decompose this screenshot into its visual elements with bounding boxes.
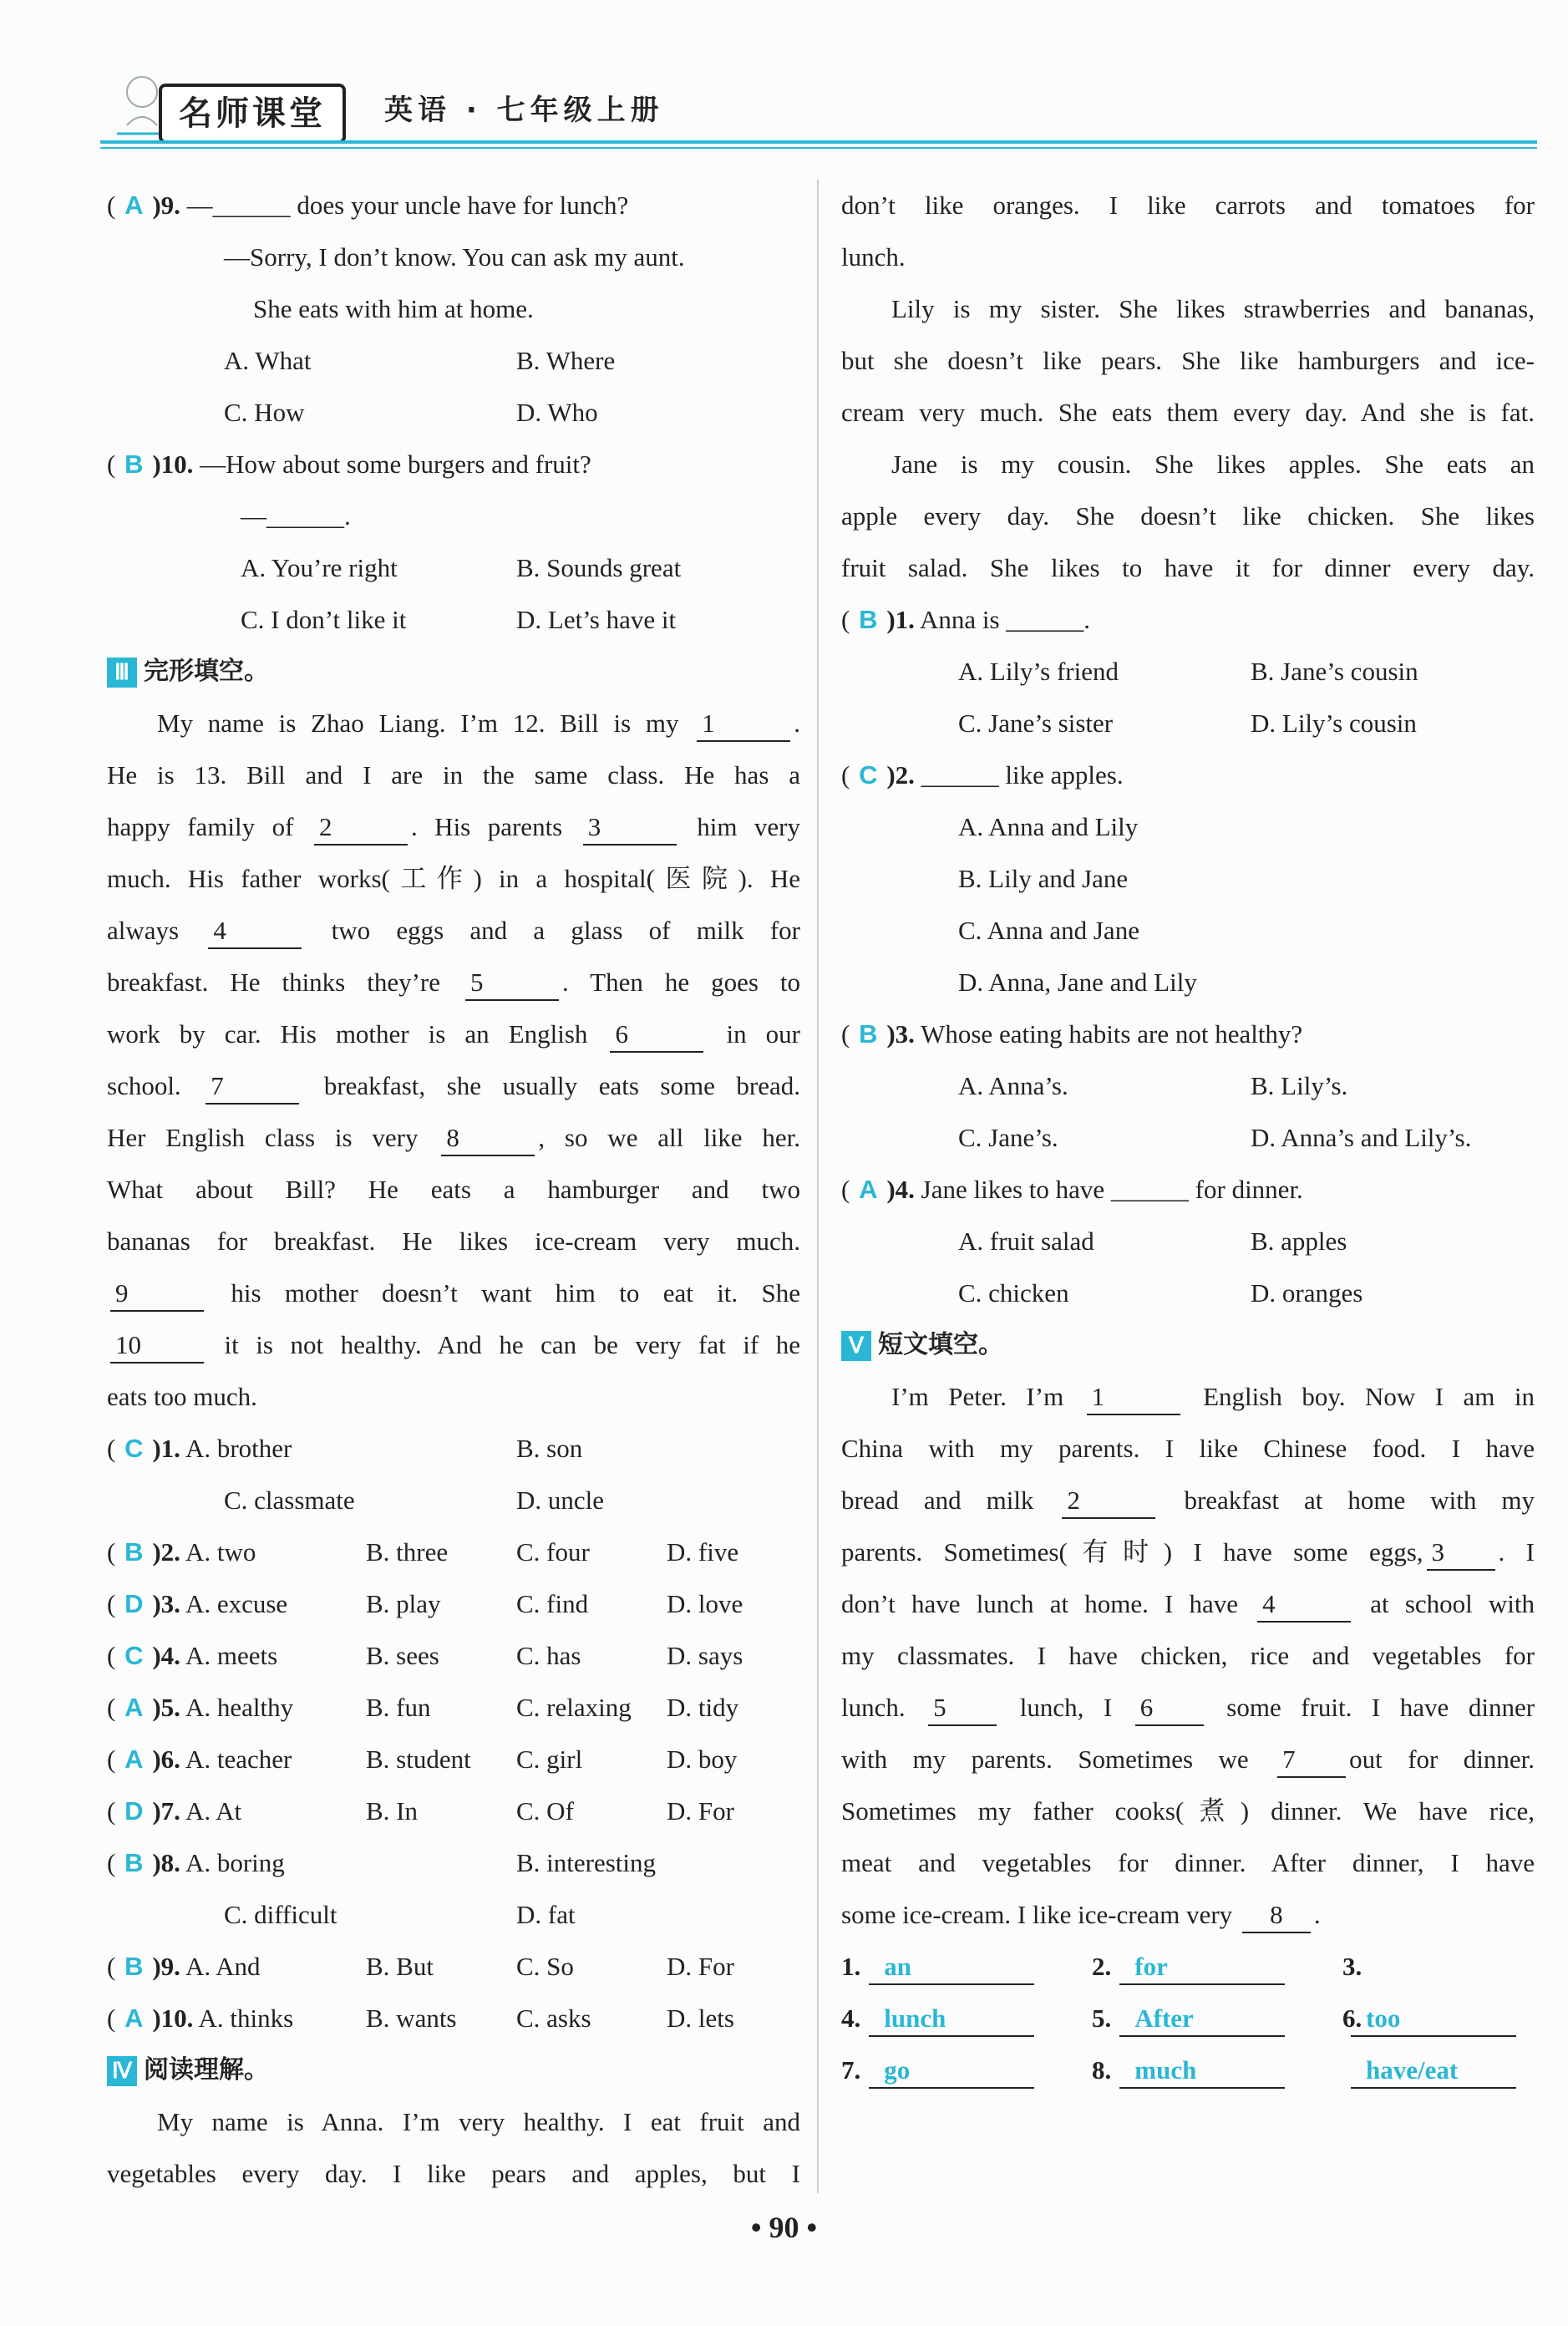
answer-mark: B (124, 449, 144, 479)
options-row: C. chicken D. oranges (958, 1278, 1363, 1308)
blank: 10 (110, 1328, 204, 1364)
option: A. Anna and Lily (958, 812, 1139, 841)
answer-mark: A (124, 2004, 144, 2033)
passage-line: work by car. His mother is an English 6 in our (107, 1008, 800, 1060)
passage-line: lunch. (841, 242, 906, 272)
answer-mark: A (859, 1175, 878, 1204)
blank: 7 (1277, 1743, 1346, 1778)
options-row: C. difficult D. fat (224, 1900, 576, 1929)
section-number: Ⅳ (107, 2056, 137, 2086)
passage-line: 10 it is not healthy. And he can be very fat if he (107, 1319, 800, 1371)
option: C. How (224, 398, 305, 427)
option: B. Sounds great (516, 553, 682, 582)
answer-blank: have/eat (1351, 2054, 1516, 2089)
blank: 4 (1257, 1587, 1351, 1623)
answer-blank: lunch (869, 2002, 1034, 2037)
answer-blank: much (1119, 2054, 1285, 2089)
section-title: 完形填空。 (144, 657, 269, 686)
passage-line: bread and milk 2 breakfast at home with my (841, 1475, 1535, 1526)
answer-blank: go (869, 2054, 1034, 2089)
option: C. Anna and Jane (958, 916, 1139, 945)
question-9: ( A )9. —______ does your uncle have for lunch? (107, 180, 800, 231)
dialogue-line: —Sorry, I don’t know. You can ask my aunt. (224, 242, 685, 272)
passage-line: meat and vegetables for dinner. After dinner, I have (841, 1848, 1535, 1877)
passage-line: always 4 two eggs and a glass of milk for (107, 905, 800, 957)
dialogue-line: —______. (241, 501, 351, 531)
section-number: Ⅲ (107, 658, 137, 688)
cloze-question-4: ( C )4. A. meets B. sees C. has D. says (107, 1630, 800, 1682)
reading-question-1: ( B )1. Anna is ______. (841, 594, 1535, 646)
options-row (107, 594, 800, 646)
cloze-question-2: ( B )2. A. two B. three C. four D. five (107, 1526, 800, 1578)
passage-line: cream very much. She eats them every day. And she is fat. (841, 398, 1535, 427)
options-row: C. Jane’s sister D. Lily’s cousin (958, 708, 1417, 738)
answer-mark: A (124, 190, 144, 220)
option: B. Where (516, 346, 616, 375)
blank: 6 (610, 1018, 703, 1053)
reading-question-2: ( C )2. ______ like apples. (841, 749, 1535, 801)
passage-line: My name is Zhao Liang. I’m 12. Bill is my 1 . (107, 698, 800, 749)
passage-line: happy family of 2 . His parents 3 him very (107, 801, 800, 853)
blank: 1 (697, 707, 790, 742)
section-title: 阅读理解。 (144, 2055, 269, 2085)
blank: 2 (1062, 1484, 1155, 1519)
passage-line: Lily is my sister. She likes strawberries and bananas, (891, 294, 1535, 323)
answer-mark: C (124, 1434, 144, 1463)
answer-mark: A (124, 1693, 144, 1722)
cloze-question-9: ( B )9. A. And B. But C. So D. For (107, 1941, 800, 1993)
passage-line: bananas for breakfast. He likes ice-cream very much. (107, 1226, 800, 1256)
question-10: ( B )10. —How about some burgers and fruit? (107, 439, 800, 490)
left-column (107, 180, 800, 2200)
passage-line: Her English class is very 8 , so we all like her. (107, 1112, 800, 1164)
passage-line: don’t have lunch at home. I have 4 at school with (841, 1578, 1535, 1630)
question-stem: —How about some burgers and fruit? (200, 449, 591, 479)
blank: 4 (208, 914, 302, 949)
answer-row: 4. lunch 5. After 6.have/eat (841, 1993, 1535, 2044)
option: A. You’re right (241, 553, 398, 582)
dialogue-line: She eats with him at home. (253, 294, 534, 323)
option: D. Anna, Jane and Lily (958, 967, 1197, 997)
option: D. Let’s have it (516, 605, 677, 634)
blank: 3 (1427, 1536, 1495, 1571)
passage-line: He is 13. Bill and I are in the same class. He has a (107, 760, 800, 790)
page-number: • 90 • (750, 2211, 818, 2244)
passage-line: don’t like oranges. I like carrots and tomatoes for (841, 190, 1535, 220)
passage-line: My name is Anna. I’m very healthy. I eat fruit and (157, 2107, 800, 2136)
reading-question-3: ( B )3. Whose eating habits are not healthy? (841, 1008, 1535, 1060)
cloze-question-7: ( D )7. A. At B. In C. Of D. For (107, 1785, 800, 1837)
blank: 1 (1087, 1380, 1180, 1415)
options-row: C. classmate D. uncle (224, 1485, 605, 1515)
answer-mark: C (859, 760, 878, 790)
question-stem: —______ does your uncle have for lunch? (186, 190, 629, 220)
blank: 2 (314, 810, 408, 846)
answer-row: 1. an 2. for 3.too (841, 1941, 1535, 1993)
options-row: C. Jane’s. D. Anna’s and Lily’s. (958, 1123, 1472, 1152)
answer-mark: B (124, 1952, 144, 1981)
passage-line: eats too much. (107, 1382, 257, 1411)
options-row: A. fruit salad B. apples (958, 1226, 1347, 1256)
answer-blank: too (1351, 2002, 1516, 2037)
answer-mark: B (859, 1019, 878, 1049)
passage-line: 9 his mother doesn’t want him to eat it. She (107, 1267, 800, 1319)
passage-line: fruit salad. She likes to have it for dinner every day. (841, 553, 1535, 582)
answer-mark: D (124, 1589, 144, 1618)
section-heading-fill (841, 1319, 1535, 1371)
passage-line: parents. Sometimes(有时) I have some eggs, 3 . I (841, 1526, 1535, 1578)
subject-title: 英语 · 七年级上册 (384, 94, 664, 127)
options-row (107, 542, 800, 594)
passage-line: but she doesn’t like pears. She like hamburgers and ice- (841, 346, 1535, 375)
passage-line: vegetables every day. I like pears and apples, but I (107, 2159, 800, 2188)
cloze-question-3: ( D )3. A. excuse B. play C. find D. love (107, 1578, 800, 1630)
blank: 5 (465, 966, 559, 1001)
option: D. Who (516, 398, 598, 427)
section-heading-cloze (107, 646, 800, 698)
answer-mark: B (124, 1848, 144, 1877)
column-divider (817, 180, 819, 2193)
cloze-question-1: ( C )1. A. brother B. son (107, 1423, 800, 1475)
brand-title: 名师课堂 (159, 84, 346, 144)
answer-blank: an (869, 1950, 1034, 1985)
answer-mark: D (124, 1796, 144, 1826)
answer-row: 7. go 8. much (841, 2044, 1535, 2096)
passage-line: Jane is my cousin. She likes apples. She eats an (891, 449, 1535, 479)
blank: 9 (110, 1277, 204, 1312)
cloze-question-5: ( A )5. A. healthy B. fun C. relaxing D. tidy (107, 1682, 800, 1734)
cloze-question-6: ( A )6. A. teacher B. student C. girl D. boy (107, 1734, 800, 1785)
header-rule-thin (100, 147, 1537, 149)
answer-blank: for (1119, 1950, 1285, 1985)
cloze-question-10: ( A )10. A. thinks B. wants C. asks D. lets (107, 1993, 800, 2044)
option: C. I don’t like it (241, 605, 407, 634)
passage-line: my classmates. I have chicken, rice and vegetables for (841, 1641, 1535, 1670)
page-header (100, 75, 1537, 142)
option: B. Lily and Jane (958, 864, 1129, 893)
blank: 6 (1135, 1691, 1204, 1726)
header-rule (100, 140, 1537, 144)
blank: 8 (441, 1121, 535, 1156)
section-number: Ⅴ (841, 1331, 871, 1361)
option: A. What (224, 346, 312, 375)
passage-line: apple every day. She doesn’t like chicken. She likes (841, 501, 1535, 531)
options-row (107, 335, 800, 387)
blank: 5 (928, 1691, 997, 1726)
passage-line: school. 7 breakfast, she usually eats some bread. (107, 1060, 800, 1112)
section-title: 短文填空。 (878, 1330, 1003, 1359)
blank: 7 (206, 1069, 299, 1105)
right-column (841, 180, 1535, 2096)
passage-line: some ice-cream. I like ice-cream very 8 . (841, 1889, 1535, 1941)
section-heading-reading (107, 2044, 800, 2096)
passage-line: Sometimes my father cooks(煮) dinner. We have rice, (841, 1796, 1535, 1826)
answer-blank: After (1119, 2002, 1285, 2037)
answer-mark: B (124, 1537, 144, 1567)
options-row: A. Anna’s. B. Lily’s. (958, 1071, 1348, 1100)
passage-line: I’m Peter. I’m 1 English boy. Now I am in (841, 1371, 1535, 1423)
answer-mark: A (124, 1744, 144, 1774)
options-row (107, 387, 800, 439)
passage-line: China with my parents. I like Chinese food. I have (841, 1434, 1535, 1463)
passage-line: lunch. 5 lunch, I 6 some fruit. I have dinner (841, 1682, 1535, 1734)
answer-mark: B (859, 605, 878, 634)
passage-line: What about Bill? He eats a hamburger and two (107, 1175, 800, 1204)
passage-line: with my parents. Sometimes we 7 out for dinner. (841, 1734, 1535, 1785)
reading-question-4: ( A )4. Jane likes to have ______ for dinner. (841, 1164, 1535, 1216)
options-row: A. Lily’s friend B. Jane’s cousin (958, 657, 1418, 686)
cloze-question-8: ( B )8. A. boring B. interesting (107, 1837, 800, 1889)
passage-line: much. His father works(工作) in a hospital(医院). He (107, 864, 800, 893)
answer-mark: C (124, 1641, 144, 1670)
blank: 8 (1242, 1898, 1311, 1933)
blank: 3 (583, 810, 677, 846)
passage-line: breakfast. He thinks they’re 5 . Then he goes to (107, 957, 800, 1008)
